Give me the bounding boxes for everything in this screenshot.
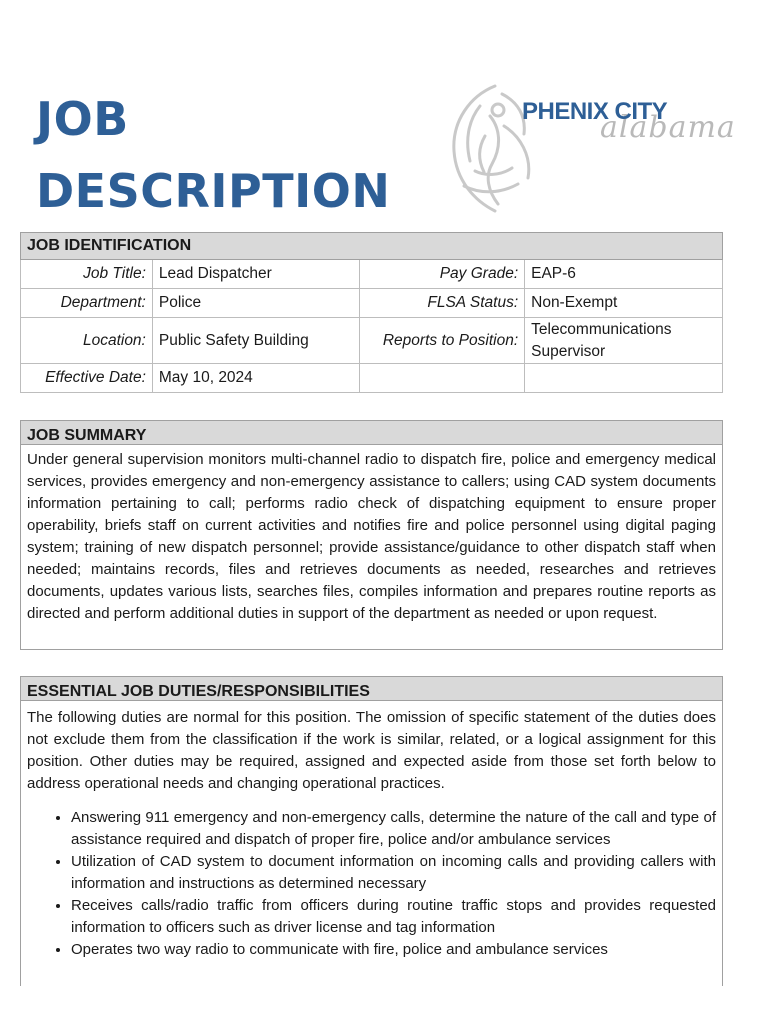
- job-identification-table: [20, 232, 723, 393]
- essential-duties-section: [20, 676, 723, 986]
- department-value: Police: [152, 289, 360, 318]
- list-item: • Operates two way radio to communicate with fire, police and ambulance services: [71, 939, 716, 961]
- location-label: Location:: [21, 318, 153, 364]
- phenix-city-logo: [440, 76, 736, 226]
- page-title-line-1: JOB: [36, 92, 129, 146]
- department-label: Department:: [21, 289, 153, 318]
- essential-duties-intro: The following duties are normal for this position. The omission of specific statement of the duties does not exclude them from the classification if the work is similar, related, or a logical assignment for this position. Other duties may be required, assigned and expected aside from those set forth below to address operational needs and changing operational practices.: [27, 709, 716, 792]
- pay-grade-label: Pay Grade:: [360, 260, 525, 289]
- flsa-status-value: Non-Exempt: [525, 289, 723, 318]
- job-summary-text: Under general supervision monitors multi-channel radio to dispatch fire, police and emergency medical services, provides emergency and non-emergency assistance to callers; using CAD system documents information pertaining to call; performs radio check of dispatching equipment to ensure proper operability, briefs staff on current activities and notifies fire and police personnel using digital paging system; training of new dispatch personnel; provide assistance/guidance to other dispatch staff when needed; maintains records, files and retrieves documents as needed, researches and retrieves documents, updates various lists, searches files, compiles information and prepares routine reports as directed and perform additional duties in support of the department as needed or upon request.: [27, 451, 716, 622]
- reports-to-label: Reports to Position:: [360, 318, 525, 364]
- job-summary-heading: JOB SUMMARY: [21, 421, 722, 445]
- effective-date-value: May 10, 2024: [152, 364, 360, 393]
- logo-script-text: alabama: [600, 110, 736, 145]
- location-value: Public Safety Building: [152, 318, 360, 364]
- pay-grade-value: EAP-6: [525, 260, 723, 289]
- list-item: • Answering 911 emergency and non-emergency calls, determine the nature of the call and type of assistance required and dispatch of proper fire, police and/or ambulance services: [71, 807, 716, 851]
- job-title-value: Lead Dispatcher: [152, 260, 360, 289]
- job-identification-heading: JOB IDENTIFICATION: [21, 233, 723, 260]
- empty-cell: [525, 364, 723, 393]
- list-item: • Receives calls/radio traffic from officers during routine traffic stops and provides requested information to officers such as driver license and tag information: [71, 895, 716, 939]
- job-summary-section: [20, 420, 723, 650]
- reports-to-value: Telecommunications Supervisor: [525, 318, 723, 364]
- page-title-line-2: DESCRIPTION: [36, 164, 391, 218]
- empty-cell: [360, 364, 525, 393]
- flsa-status-label: FLSA Status:: [360, 289, 525, 318]
- job-title-label: Job Title:: [21, 260, 153, 289]
- duties-list: [27, 807, 716, 961]
- effective-date-label: Effective Date:: [21, 364, 153, 393]
- logo-main-text: PHENIX CITY: [522, 98, 668, 125]
- list-item: • Utilization of CAD system to document information on incoming calls and providing callers with information and instructions as determined necessary: [71, 851, 716, 895]
- essential-duties-heading: ESSENTIAL JOB DUTIES/RESPONSIBILITIES: [21, 677, 722, 701]
